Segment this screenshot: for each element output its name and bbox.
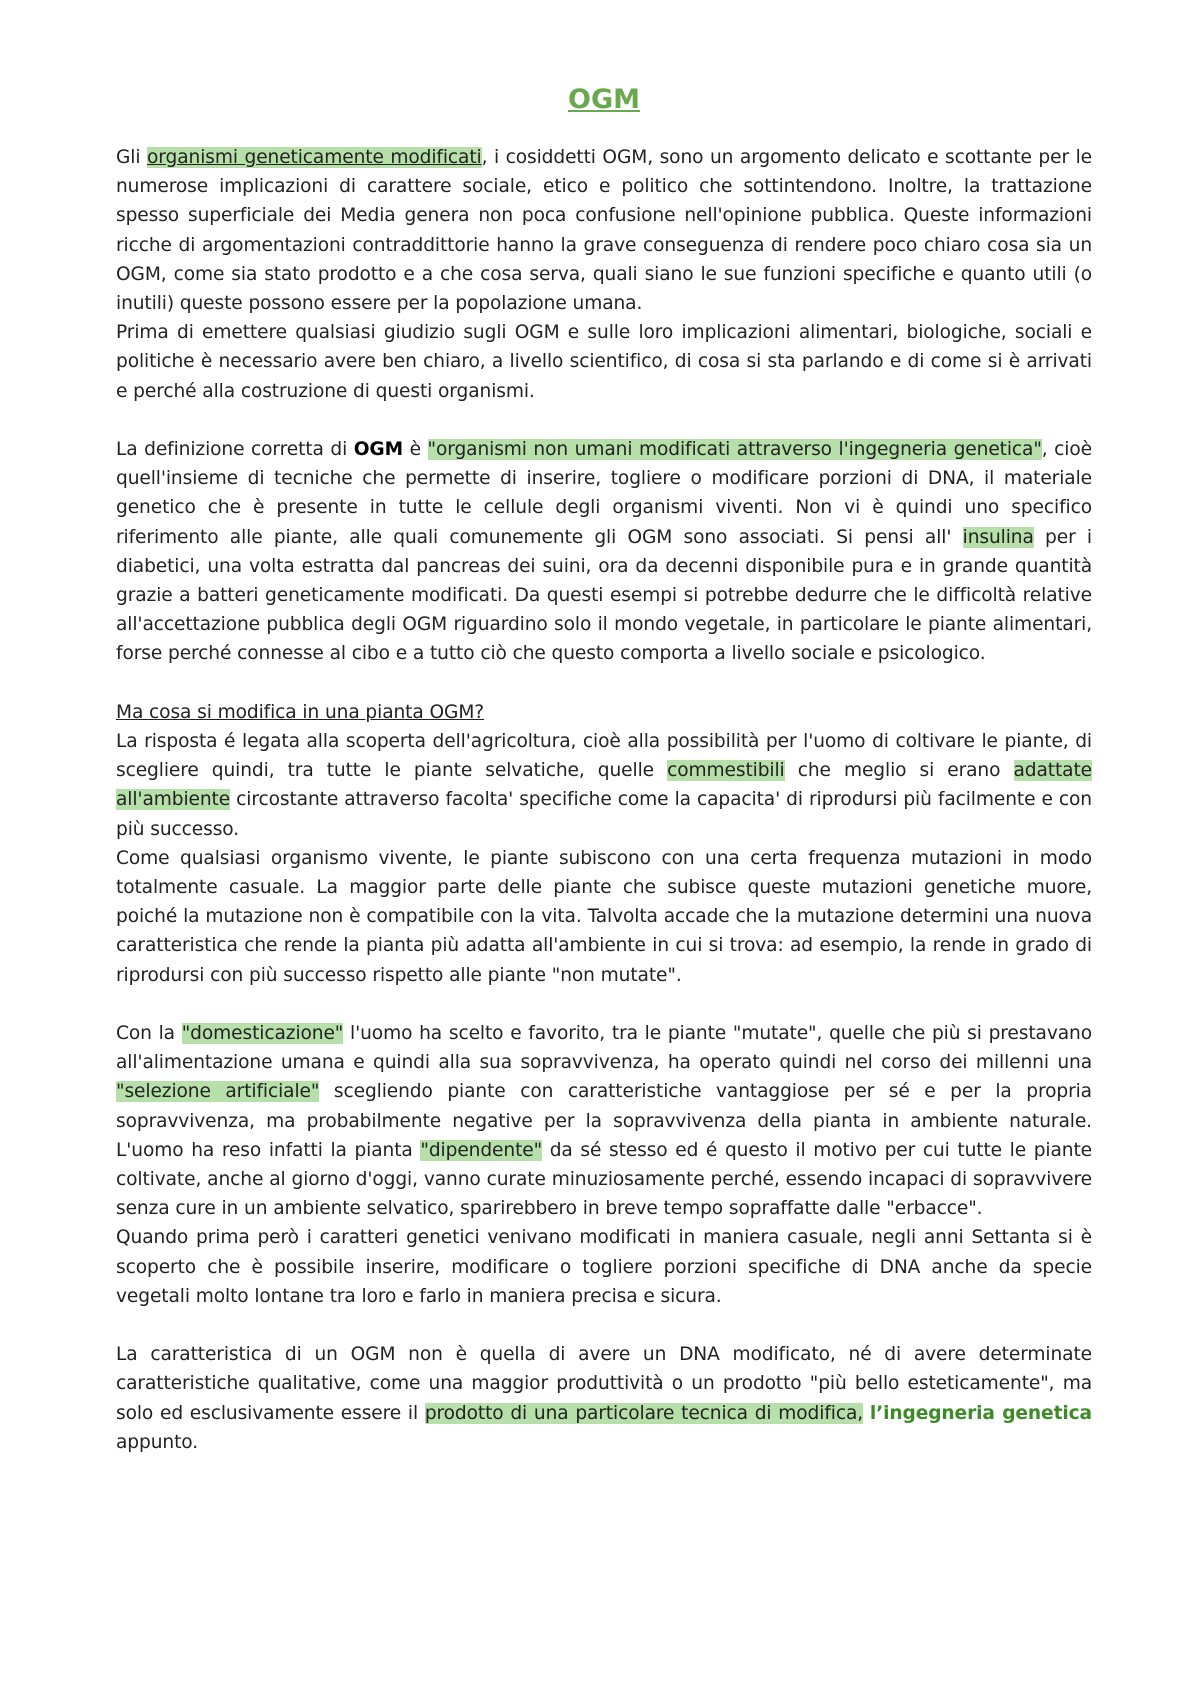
highlight-text: prodotto di una particolare tecnica di modifica, bbox=[424, 1402, 864, 1424]
text: circostante attraverso facolta' specifiche come la capacita' di riprodursi più facilmente e con più successo. bbox=[116, 789, 1092, 840]
paragraph-context: Prima di emettere qualsiasi giudizio sugli OGM e sulle loro implicazioni alimentari, biologiche, sociali e politiche è necessario avere ben chiaro, a livello scientifico, di cosa si sta parlando e di come si è arrivati e perché alla costruzione di questi organismi. bbox=[116, 322, 1092, 402]
highlight-text: organismi geneticamente modificati bbox=[147, 147, 482, 168]
text: , i cosiddetti OGM, sono un argomento delicato e scottante per le numerose implicazioni di carattere sociale, etico e politico che sottintendono. Inoltre, la trattazione spesso superficiale dei Media genera non poca confusione nell'opinione pubblica. Queste informazioni ricche di argomentazioni contraddittorie hanno la grave conseguenza di rendere poco chiaro cosa sia un OGM, come sia stato prodotto e a che cosa serva, quali siano le sue funzioni specifiche e quanto utili (o inutili) queste possono essere per la popolazione umana. bbox=[116, 147, 1092, 315]
text: Gli bbox=[116, 147, 148, 168]
text: appunto. bbox=[116, 1431, 199, 1453]
highlight-text: "organismi non umani modificati attraverso l'ingegneria genetica" bbox=[427, 439, 1042, 461]
highlight-text: commestibili bbox=[667, 760, 785, 782]
text: è bbox=[403, 439, 428, 461]
paragraph-seventies: Quando prima però i caratteri genetici venivano modificati in maniera casuale, negli anni Settanta si è scoperto che è possibile inserire, modificare o togliere porzioni specifiche di DNA anche da specie vegetali molto lontane tra loro e farlo in maniera precisa e sicura. bbox=[116, 1227, 1092, 1307]
spacer bbox=[116, 1311, 1092, 1340]
text: La definizione corretta di bbox=[116, 439, 354, 461]
document-page bbox=[116, 84, 1092, 1457]
bold-text: OGM bbox=[353, 439, 403, 461]
highlight-text: "dipendente" bbox=[420, 1139, 543, 1161]
text: l'uomo ha scelto e favorito, tra le piante "mutate", quelle che più si prestavano all'alimentazione umana e quindi alla sua sopravvivenza, ha operato quindi nel corso dei millenni una bbox=[116, 1023, 1092, 1074]
text: , cioè quell'insieme di tecniche che permette di inserire, togliere o modificare porzioni di DNA, il materiale genetico che è presente in tutte le cellule degli organismi viventi. Non vi è quindi uno specifico riferimento alle piante, alle quali comunemente gli OGM sono associati. Si pensi all' bbox=[116, 439, 1092, 548]
paragraph-intro bbox=[116, 143, 1092, 318]
paragraph-mutations: Come qualsiasi organismo vivente, le piante subiscono con una certa frequenza mutazioni in modo totalmente casuale. La maggior parte delle piante che subisce queste mutazioni genetiche muore, poiché la mutazione non è compatibile con la vita. Talvolta accade che la mutazione determini una nuova caratteristica che rende la pianta più adatta all'ambiente in cui si trova: ad esempio, la rende in grado di riprodursi con più successo rispetto alle piante "non mutate". bbox=[116, 847, 1092, 986]
text bbox=[863, 1403, 870, 1424]
spacer bbox=[116, 990, 1092, 1019]
page-title: OGM bbox=[568, 84, 640, 115]
text: per i diabetici, una volta estratta dal pancreas dei suini, ora da decenni disponibile pura e in grande quantità grazie a batteri geneticamente modificati. Da questi esempi si potrebbe dedurre che le difficoltà relative all'accettazione pubblica degli OGM riguardino solo il mondo vegetale, in particolare le piante alimentari, forse perché connesse al cibo e a tutto ciò che questo comporta a livello sociale e psicologico. bbox=[116, 526, 1092, 665]
text: La risposta é legata alla scoperta dell'agricoltura, cioè alla possibilità per l'uomo di coltivare le piante, di scegliere quindi, tra tutte le piante selvatiche, quelle bbox=[116, 731, 1092, 782]
highlight-text: insulina bbox=[962, 526, 1034, 548]
green-bold-text: l’ingegneria genetica bbox=[869, 1402, 1092, 1424]
text: da sé stesso ed é questo il motivo per cui tutte le piante coltivate, anche al giorno d'oggi, vanno curate minuziosamente perché, essendo incapaci di sopravvivere senza cure in un ambiente selvatico, sparirebbero in breve tempo sopraffatte dalle "erbacce". bbox=[116, 1139, 1092, 1220]
text: scegliendo piante con caratteristiche vantaggiose per sé e per la propria sopravvivenza, ma probabilmente negative per la sopravvivenza della pianta in ambiente naturale. L'uomo ha reso infatti la pianta bbox=[116, 1081, 1092, 1161]
paragraph-domestication bbox=[116, 1019, 1092, 1223]
highlight-text: "domesticazione" bbox=[181, 1023, 344, 1045]
highlight-text: "selezione artificiale" bbox=[116, 1081, 320, 1103]
text: che meglio si erano bbox=[784, 760, 1014, 782]
paragraph-agriculture bbox=[116, 727, 1092, 844]
paragraph-definition bbox=[116, 435, 1092, 669]
highlight-text: adattate all'ambiente bbox=[116, 760, 1092, 811]
spacer bbox=[116, 406, 1092, 435]
heading-text: Ma cosa si modifica in una pianta OGM? bbox=[116, 701, 485, 723]
section-heading bbox=[116, 698, 1092, 727]
text: Con la bbox=[116, 1023, 182, 1045]
spacer bbox=[116, 669, 1092, 698]
text: La caratteristica di un OGM non è quella di avere un DNA modificato, né di avere determinate caratteristiche qualitative, come una maggior produttività o un prodotto "più bello esteticamente", ma solo ed esclusivamente essere il bbox=[116, 1344, 1092, 1424]
paragraph-conclusion bbox=[116, 1340, 1092, 1457]
